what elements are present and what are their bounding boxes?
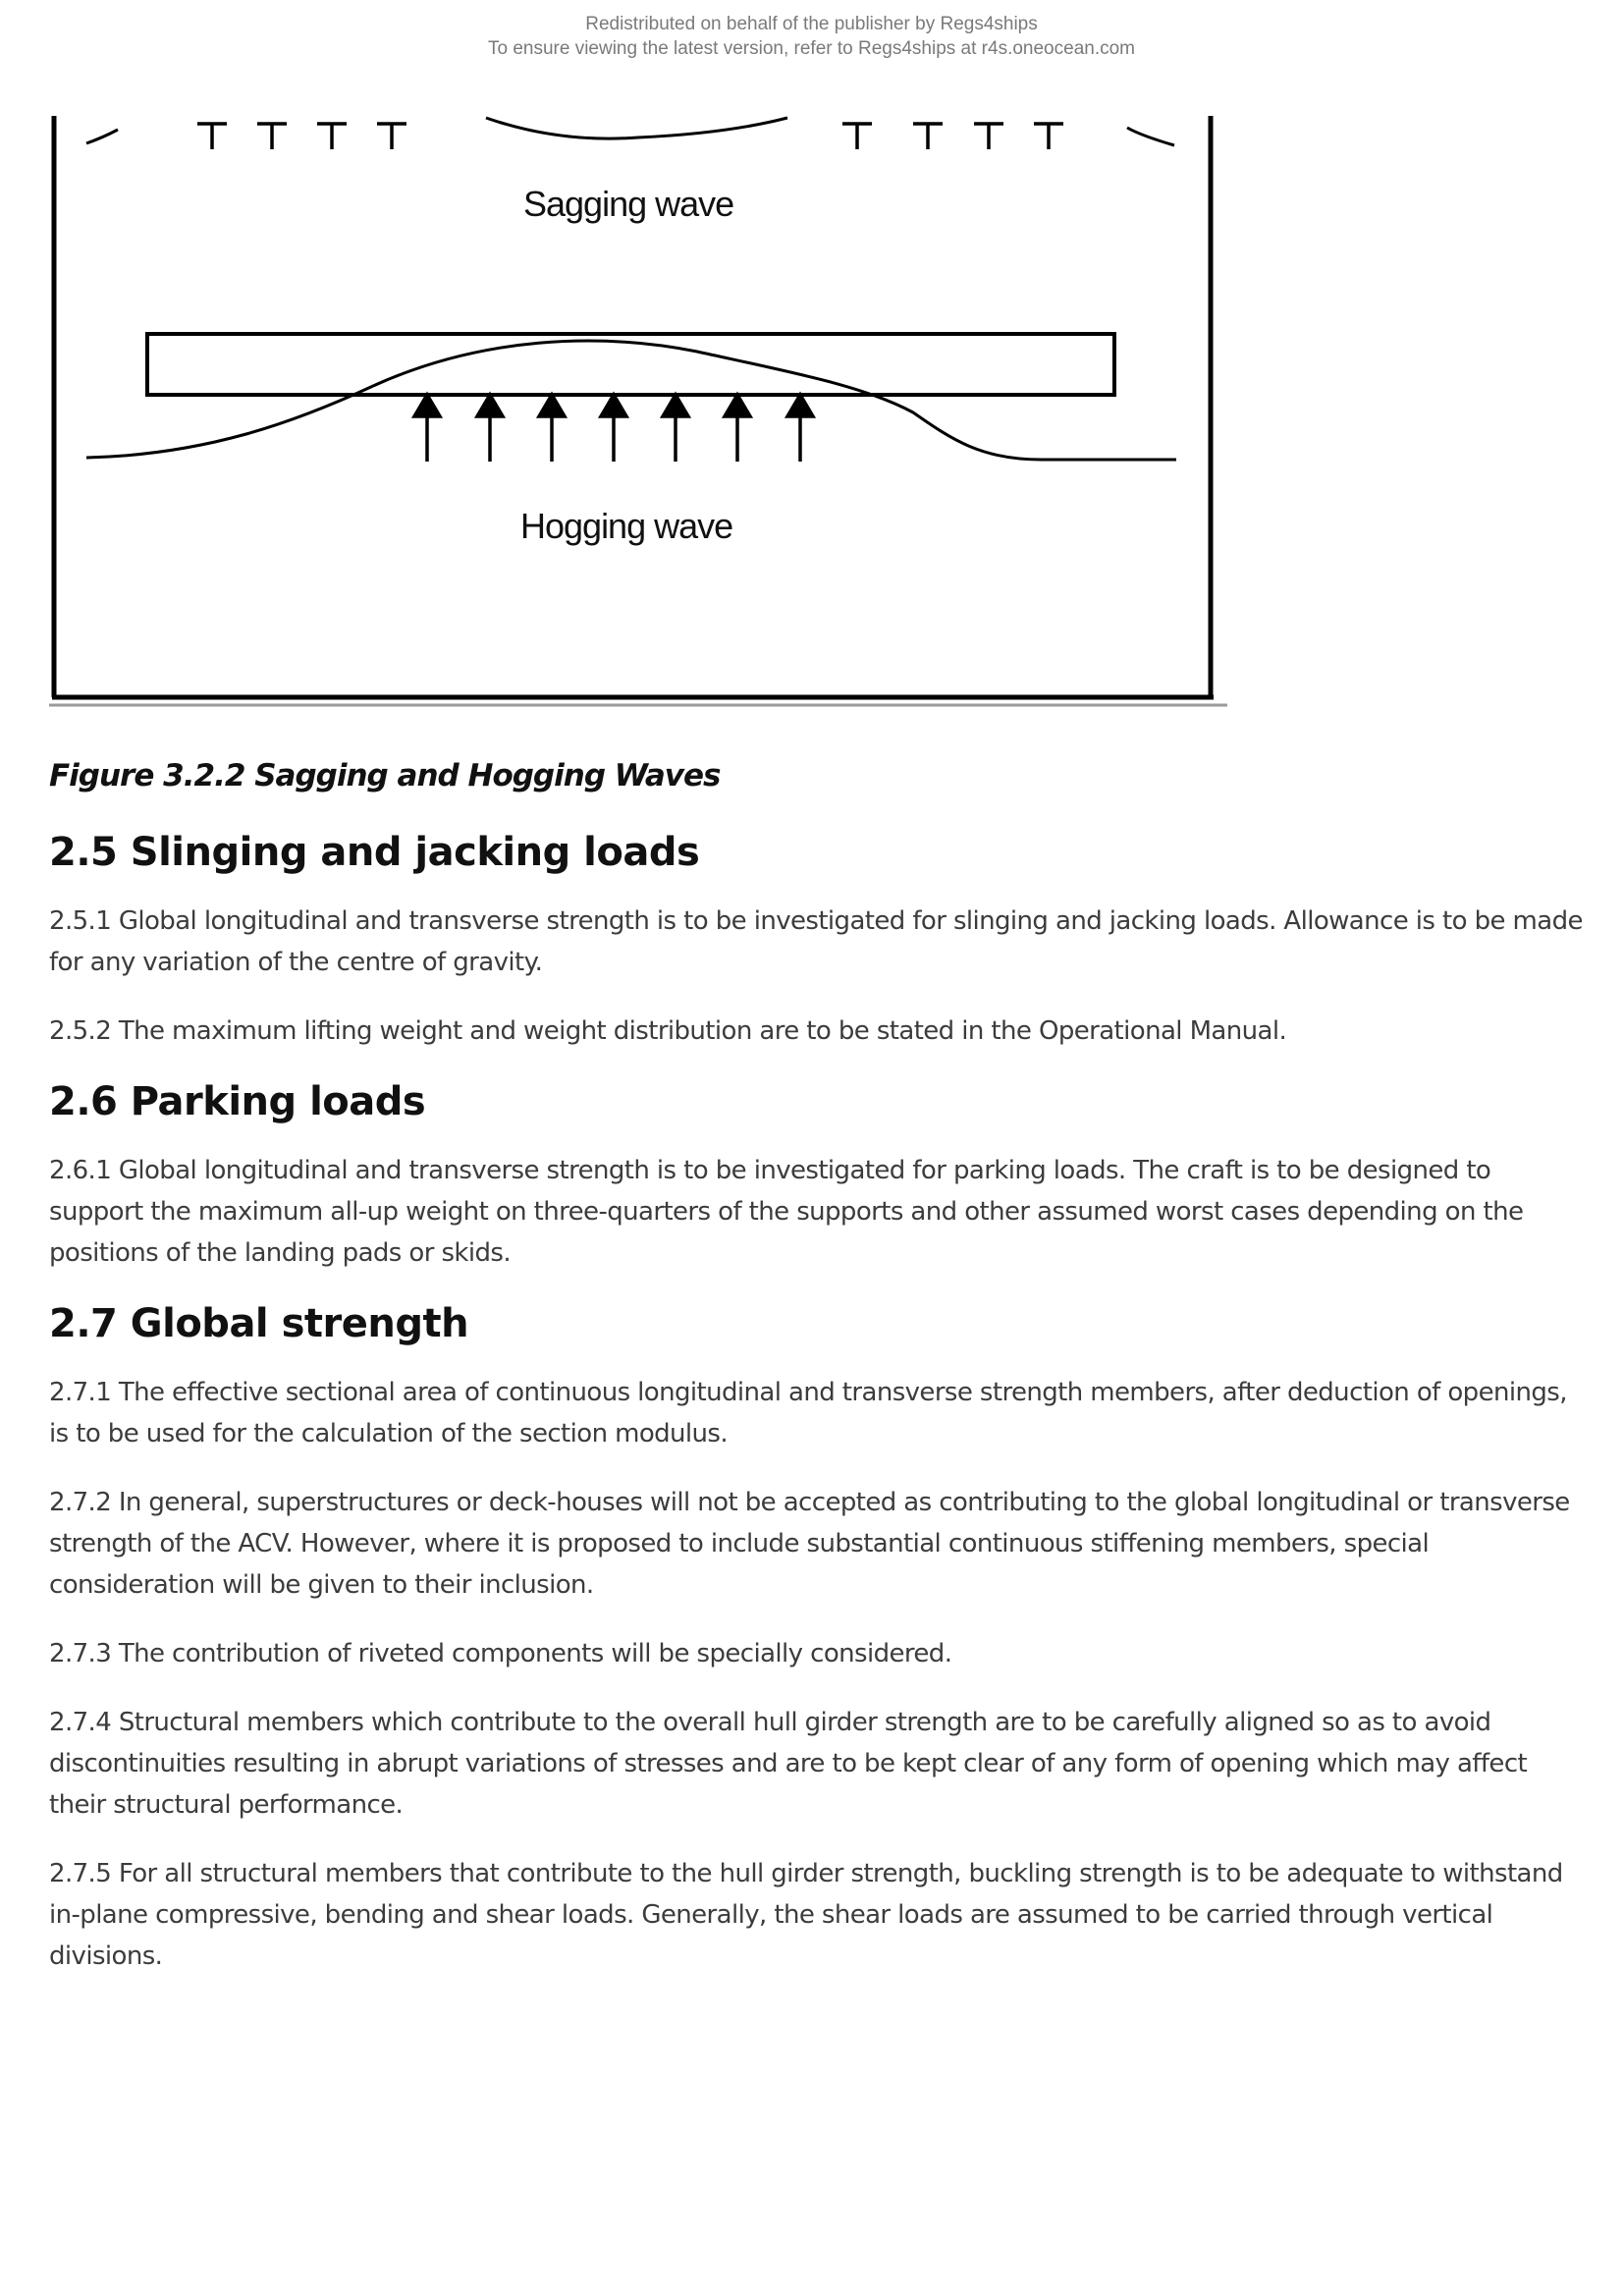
section-heading: 2.5 Slinging and jacking loads <box>49 830 700 875</box>
paragraph: 2.7.4 Structural members which contribute to the overall hull girder strength are to be carefully aligned so as to avoid discontinuities resulting in abrupt variations of stresses and are to be kept clear of any form of opening which may affect their structural performance. <box>49 1708 1528 1820</box>
sagging-wave-curve <box>86 118 1174 145</box>
sagging-hogging-figure <box>49 116 1227 710</box>
figure-caption: Figure 3.2.2 Sagging and Hogging Waves <box>49 758 721 793</box>
sagging-arrows <box>197 124 1063 149</box>
section-2-7 <box>49 1301 1591 1977</box>
paragraph: 2.7.1 The effective sectional area of continuous longitudinal and transverse strength members, after deduction of openings, is to be used for the calculation of the section modulus. <box>49 1378 1567 1449</box>
paragraph: 2.7.3 The contribution of riveted components will be specially considered. <box>49 1639 952 1668</box>
paragraph: 2.7.2 In general, superstructures or deck-houses will not be accepted as contributing to the global longitudinal or transverse strength of the ACV. However, where it is proposed to include substantial continuous stiffening members, special consideration will be given to their inclusion. <box>49 1488 1570 1600</box>
redistribution-notice <box>0 12 1623 61</box>
section-2-6 <box>49 1079 1591 1274</box>
notice-line-2: To ensure viewing the latest version, refer to Regs4ships at r4s.oneocean.com <box>487 38 1136 59</box>
sagging-wave-label: Sagging wave <box>523 184 734 224</box>
hogging-wave-curve <box>86 341 1176 460</box>
section-heading: 2.6 Parking loads <box>49 1079 426 1124</box>
section-heading: 2.7 Global strength <box>49 1301 469 1346</box>
paragraph: 2.6.1 Global longitudinal and transverse strength is to be investigated for parking loads. The craft is to be designed to support the maximum all-up weight on three-quarters of the supports and other assumed worst cases depending on the positions of the landing pads or skids. <box>49 1156 1524 1268</box>
paragraph: 2.7.5 For all structural members that contribute to the hull girder strength, buckling strength is to be adequate to withstand in-plane compressive, bending and shear loads. Generally, the shear loads are assumed to be carried through vertical divisions. <box>49 1859 1563 1971</box>
notice-line-1: Redistributed on behalf of the publisher by Regs4ships <box>585 14 1038 34</box>
hogging-arrows <box>414 395 813 462</box>
paragraph: 2.5.2 The maximum lifting weight and weight distribution are to be stated in the Operational Manual. <box>49 1016 1287 1046</box>
hogging-wave-label: Hogging wave <box>520 506 733 546</box>
wave-diagram <box>49 116 1227 710</box>
paragraph: 2.5.1 Global longitudinal and transverse strength is to be investigated for slinging and jacking loads. Allowance is to be made for any variation of the centre of gravity. <box>49 906 1583 977</box>
document-body <box>49 830 1591 2004</box>
section-2-5 <box>49 830 1591 1052</box>
